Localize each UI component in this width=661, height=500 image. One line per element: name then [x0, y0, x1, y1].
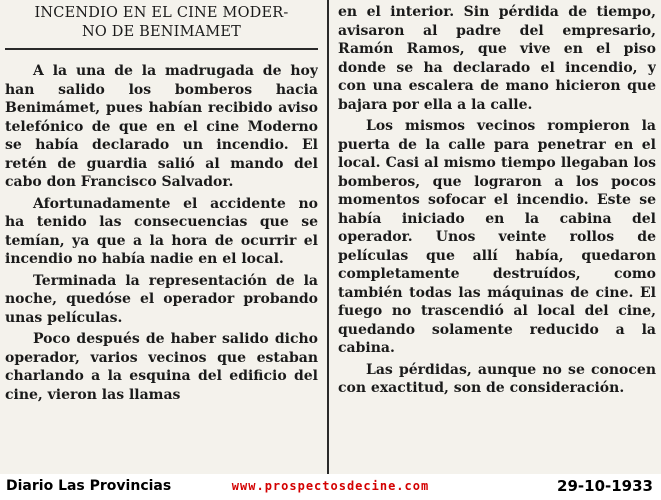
paragraph: A la una de la madrugada de hoy han salido los bomberos hacia Benimámet, pues habían recibido aviso telefónico de que en el cine Moderno se había declarado un incendio. El retén de guardia salió al mando del cabo don Francisco Salvador. — [5, 63, 318, 190]
headline-line-1: INCENDIO EN EL CINE MODER- — [34, 5, 289, 21]
paragraph: Afortunadamente el accidente no ha tenido las consecuencias que se temían, ya que a la hora de ocurrir el incendio no había nadie en el local. — [5, 195, 318, 267]
paragraph: Los mismos vecinos rompieron la puerta de la calle para penetrar en el local. Casi al mismo tiempo llegaban los bomberos, que lograron a los pocos momentos sofocar el incendio. Este se había iniciado en la cabina del operador. Unos veinte rollos de películas que allí había, quedaron completamente destruídos, como también todas las máquinas de cine. El fuego no trascendió al local del cine, quedando solamente reducido a la cabina. — [338, 118, 656, 356]
date-label: 29-10-1933 — [557, 477, 653, 495]
right-column — [338, 0, 656, 474]
paragraph: Poco después de haber salido dicho operador, varios vecinos que estaban charlando a la esquina del edificio del cine, vieron las llamas — [5, 331, 318, 403]
paragraph: Terminada la representación de la noche, quedóse el operador probando unas películas. — [5, 272, 318, 326]
column-divider — [327, 0, 329, 474]
website-label: www.prospectosdecine.com — [231, 479, 430, 493]
paragraph: en el interior. Sin pérdida de tiempo, avisaron al padre del empresario, Ramón Ramos, que vive en el piso donde se ha declarado el incendio, y con una escalera de mano hicieron que bajara por ella a la calle. — [338, 4, 656, 113]
headline-line-2: NO DE BENIMAMET — [81, 24, 242, 40]
headline-rule — [5, 48, 318, 50]
caption-bar — [0, 474, 661, 500]
source-label: Diario Las Provincias — [6, 478, 172, 494]
left-column — [5, 0, 318, 474]
paragraph: Las pérdidas, aunque no se conocen con exactitud, son de consideración. — [338, 361, 656, 396]
article-headline — [5, 4, 318, 42]
